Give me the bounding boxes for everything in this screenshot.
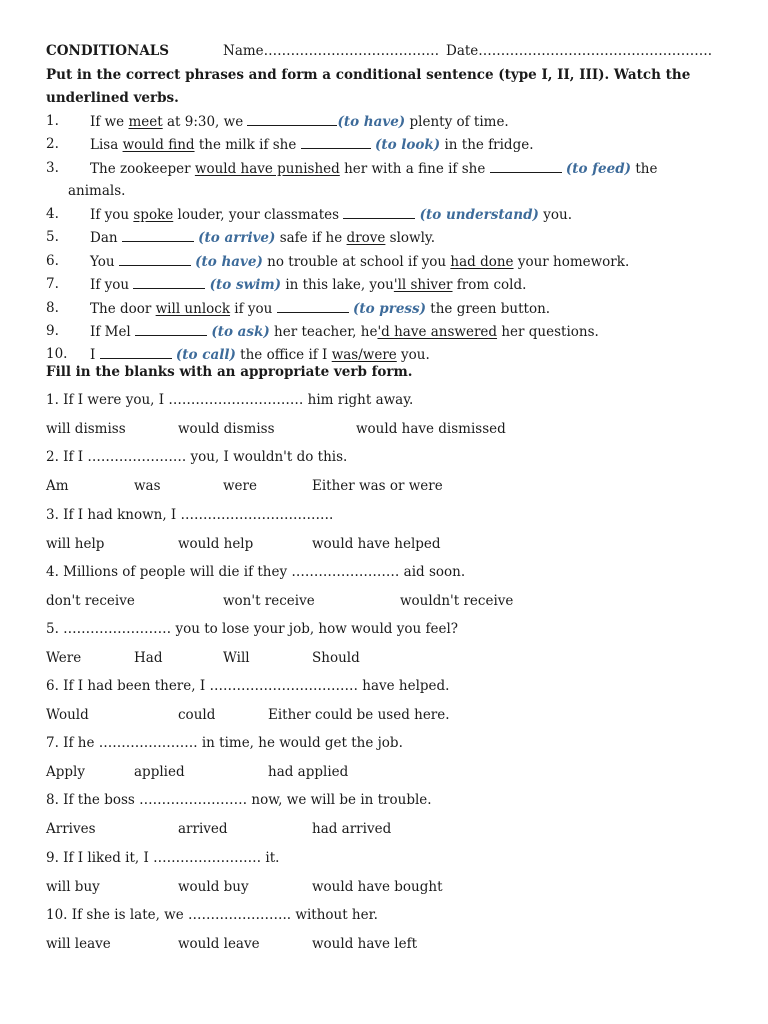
section2-question: 9. If I liked it, I …………………… it. [46,850,280,866]
sentence-text: in the fridge. [440,137,534,153]
sentence-text: You [90,254,119,270]
underlined-verb: spoke [133,207,174,223]
section1-item-sentence [90,299,550,318]
underlined-verb: 'll shiver [393,277,453,293]
section1-item-number: 10. [46,346,68,362]
sentence-text: I [90,347,100,363]
answer-option[interactable]: would leave [178,936,260,952]
answer-option[interactable]: don't receive [46,593,135,609]
sentence-text: If we [90,114,129,130]
answer-option[interactable]: won't receive [223,593,315,609]
name-field: Name………………………………… [223,43,440,59]
sentence-text: The door [90,301,156,317]
underlined-verb: had done [450,254,514,270]
sentence-text: the green button. [426,301,551,317]
section1-item-sentence [90,205,572,224]
answer-option[interactable]: Am [46,478,69,494]
section2-question: 8. If the boss …………………… now, we will be in trouble. [46,792,432,808]
answer-blank[interactable] [100,345,172,359]
answer-option[interactable]: was [134,478,161,494]
sentence-text: her questions. [497,324,599,340]
verb-hint: (to swim) [209,277,282,293]
answer-option[interactable]: Would [46,707,89,723]
answer-blank[interactable] [277,299,349,313]
date-field: Date……………………………………………. [446,43,713,59]
section2-question: 5. …………………… you to lose your job, how would you feel? [46,621,459,637]
section2-question: 3. If I had known, I ……………………………. [46,507,334,523]
section1-item-sentence [90,112,509,131]
section2-question: 2. If I …………………. you, I wouldn't do this. [46,449,348,465]
answer-option[interactable]: Either was or were [312,478,443,494]
answer-option[interactable]: applied [134,764,185,780]
underlined-verb: was/were [331,347,397,363]
section1-item-sentence [90,159,657,178]
answer-blank[interactable] [301,135,371,149]
sentence-text: plenty of time. [405,114,509,130]
sentence-text: at 9:30, we [162,114,248,130]
verb-hint: (to ask) [211,324,270,340]
verb-hint: (to press) [352,301,427,317]
verb-hint: (to feed) [565,161,632,177]
sentence-text: her teacher, he [269,324,378,340]
sentence-text: the [631,161,658,177]
answer-option[interactable]: Had [134,650,163,666]
answer-option[interactable]: will help [46,536,105,552]
sentence-text: slowly. [385,230,436,246]
sentence-text: Dan [90,230,122,246]
sentence-text: her with a fine if she [339,161,490,177]
section1-instruction-line1: Put in the correct phrases and form a conditional sentence (type I, II, III). Watch the [46,67,691,83]
section1-item-continuation: animals. [68,183,126,199]
sentence-text: If you [90,207,134,223]
answer-option[interactable]: would have helped [312,536,441,552]
answer-blank[interactable] [122,228,194,242]
sentence-text: in this lake, you [281,277,394,293]
answer-option[interactable]: will dismiss [46,421,126,437]
section1-item-sentence [90,322,599,341]
sentence-text: If Mel [90,324,136,340]
answer-option[interactable]: would dismiss [178,421,275,437]
sentence-text: The zookeeper [90,161,195,177]
section1-item-number: 5. [46,229,59,245]
section2-question: 7. If he …………………. in time, he would get the job. [46,735,403,751]
answer-option[interactable]: Apply [46,764,85,780]
section1-item-sentence [90,275,526,294]
sentence-text: the office if I [235,347,332,363]
sentence-text: If you [90,277,134,293]
answer-option[interactable]: will leave [46,936,111,952]
section1-item-sentence [90,345,430,364]
section2-question: 4. Millions of people will die if they …………………… aid soon. [46,564,466,580]
section2-instruction: Fill in the blanks with an appropriate verb form. [46,364,413,380]
underlined-verb: meet [128,114,163,130]
section1-item-sentence [90,228,435,247]
underlined-verb: drove [346,230,386,246]
section2-question: 6. If I had been there, I …………………………… have helped. [46,678,450,694]
sentence-text: no trouble at school if you [262,254,451,270]
section2-question: 10. If she is late, we ………………….. without her. [46,907,378,923]
sentence-text: the milk if she [194,137,301,153]
section1-item-sentence [90,135,534,154]
sentence-text: from cold. [452,277,527,293]
section1-item-number: 2. [46,136,59,152]
underlined-verb: would have punished [194,161,340,177]
sentence-text: Lisa [90,137,123,153]
answer-option[interactable]: would have dismissed [356,421,506,437]
section1-item-number: 7. [46,276,59,292]
sentence-text: your homework. [513,254,630,270]
answer-option[interactable]: would have left [312,936,418,952]
answer-blank[interactable] [490,159,562,173]
underlined-verb: 'd have answered [377,324,498,340]
sentence-text: you. [396,347,430,363]
verb-hint: (to have) [337,114,406,130]
verb-hint: (to look) [374,137,441,153]
underlined-verb: would find [122,137,195,153]
answer-option[interactable]: could [178,707,216,723]
answer-blank[interactable] [343,205,415,219]
section1-item-number: 6. [46,253,59,269]
answer-option[interactable]: Will [223,650,250,666]
section1-instruction-line2: underlined verbs. [46,90,179,106]
answer-option[interactable]: had applied [268,764,349,780]
answer-option[interactable]: would help [178,536,254,552]
answer-option[interactable]: would have bought [312,879,443,895]
underlined-verb: will unlock [155,301,231,317]
sentence-text: safe if he [275,230,347,246]
answer-blank[interactable] [247,112,337,126]
worksheet-title: CONDITIONALS [46,43,170,59]
verb-hint: (to understand) [419,207,539,223]
answer-option[interactable]: were [223,478,257,494]
sentence-text: you. [538,207,572,223]
answer-option[interactable]: Were [46,650,82,666]
answer-option[interactable]: arrived [178,821,228,837]
section1-item-number: 8. [46,300,59,316]
answer-option[interactable]: Either could be used here. [268,707,450,723]
answer-option[interactable]: had arrived [312,821,392,837]
section2-question: 1. If I were you, I ………………………… him right away. [46,392,414,408]
section1-item-number: 4. [46,206,59,222]
section1-item-number: 9. [46,323,59,339]
answer-blank[interactable] [133,275,205,289]
section1-item-number: 1. [46,113,59,129]
answer-option[interactable]: will buy [46,879,100,895]
section1-item-sentence [90,252,629,271]
answer-blank[interactable] [119,252,191,266]
sentence-text: louder, your classmates [173,207,344,223]
answer-option[interactable]: wouldn't receive [400,593,514,609]
answer-blank[interactable] [135,322,207,336]
answer-option[interactable]: would buy [178,879,249,895]
answer-option[interactable]: Should [312,650,360,666]
answer-option[interactable]: Arrives [46,821,96,837]
section1-item-number: 3. [46,160,59,176]
sentence-text: if you [230,301,277,317]
verb-hint: (to call) [175,347,236,363]
verb-hint: (to arrive) [198,230,276,246]
verb-hint: (to have) [195,254,263,270]
